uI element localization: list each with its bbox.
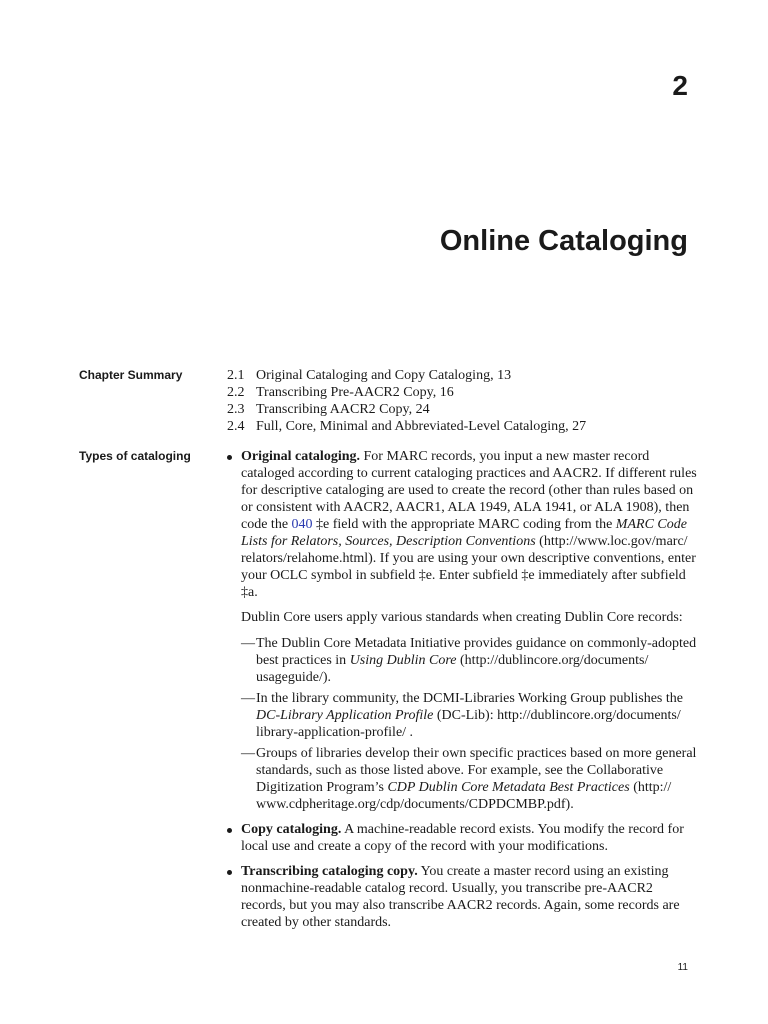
text-line bbox=[241, 821, 689, 838]
italic-title: Using Dublin Core bbox=[349, 653, 457, 668]
text-line: your OCLC symbol in subfield ‡e. Enter subfield ‡e immediately after subfield bbox=[241, 568, 686, 583]
summary-item-text: Transcribing Pre-AACR2 Copy, 16 bbox=[256, 385, 454, 400]
summary-item bbox=[227, 384, 586, 401]
bullet-title: Original cataloging. bbox=[241, 449, 360, 464]
text-line: cataloged according to current cataloging practices and AACR2. If different rules bbox=[241, 466, 697, 481]
summary-item-text: Full, Core, Minimal and Abbreviated-Level Cataloging, 27 bbox=[256, 419, 587, 434]
bullet-transcribing-cataloging-copy bbox=[227, 863, 689, 931]
text-run: ‡e field with the appropriate MARC coding from the bbox=[312, 517, 616, 532]
dash-item-dcmi bbox=[241, 635, 697, 686]
text-run: (DC-Lib): http://dublincore.org/documents/ bbox=[433, 708, 681, 723]
text-line: local use and create a copy of the record with your modifications. bbox=[241, 839, 608, 854]
text-line bbox=[241, 516, 689, 533]
italic-title: DC-Library Application Profile bbox=[256, 708, 434, 723]
dash-item-dc-lib bbox=[241, 690, 689, 741]
text-line: nonmachine-readable catalog record. Usually, you transcribe pre-AACR2 bbox=[241, 881, 653, 896]
text-line bbox=[256, 779, 689, 796]
bullet-dot-icon bbox=[227, 870, 232, 875]
text-line bbox=[256, 707, 689, 724]
text-line bbox=[241, 448, 689, 465]
text-line: or consistent with AACR2, AACR1, ALA 1949, ALA 1941, or ALA 1908), then bbox=[241, 500, 690, 515]
summary-item-number: 2.4 bbox=[227, 419, 245, 434]
text-line: www.cdpheritage.org/cdp/documents/CDPDCMBP.pdf). bbox=[256, 797, 574, 812]
text-line bbox=[241, 863, 689, 880]
summary-item-number: 2.3 bbox=[227, 402, 245, 417]
summary-item bbox=[227, 401, 586, 418]
text-line: for descriptive cataloging are used to create the record (other than rules based on bbox=[241, 483, 694, 498]
text-run: You create a master record using an existing bbox=[417, 864, 669, 879]
chapter-summary-label: Chapter Summary bbox=[79, 368, 183, 382]
italic-title: CDP Dublin Core Metadata Best Practices bbox=[387, 780, 630, 795]
italic-title: MARC Code bbox=[615, 517, 687, 532]
summary-item-number: 2.1 bbox=[227, 368, 245, 383]
dublin-core-intro: Dublin Core users apply various standards when creating Dublin Core records: bbox=[241, 610, 683, 625]
bullet-dot-icon bbox=[227, 455, 232, 460]
em-dash-icon: — bbox=[241, 636, 255, 651]
text-run: A machine-readable record exists. You modify the record for bbox=[341, 822, 684, 837]
text-run: Digitization Program’s bbox=[256, 780, 388, 795]
text-line: standards, such as those listed above. For example, see the Collaborative bbox=[256, 763, 664, 778]
types-of-cataloging-label: Types of cataloging bbox=[79, 449, 191, 463]
em-dash-icon: — bbox=[241, 746, 255, 761]
text-line: ‡a. bbox=[241, 585, 258, 600]
dash-item-cdp bbox=[241, 745, 697, 813]
text-line: Groups of libraries develop their own specific practices based on more general bbox=[256, 746, 697, 761]
text-run: best practices in bbox=[256, 653, 350, 668]
text-line: The Dublin Core Metadata Initiative provides guidance on commonly-adopted bbox=[256, 636, 697, 651]
chapter-summary-list bbox=[227, 367, 586, 435]
bullet-dot-icon bbox=[227, 828, 232, 833]
page-number: 11 bbox=[677, 962, 688, 973]
chapter-title: Online Cataloging bbox=[439, 225, 688, 257]
text-line bbox=[256, 652, 689, 669]
marc-040-link[interactable]: 040 bbox=[291, 517, 313, 532]
text-run: For MARC records, you input a new master record bbox=[360, 449, 650, 464]
text-run: code the bbox=[241, 517, 292, 532]
italic-title: Lists for Relators, Sources, Description Conventions bbox=[241, 534, 536, 549]
text-run: (http:// bbox=[629, 780, 672, 795]
text-line: created by other standards. bbox=[241, 915, 392, 930]
text-line: relators/relahome.html). If you are using your own descriptive conventions, enter bbox=[241, 551, 696, 566]
em-dash-icon: — bbox=[241, 691, 255, 706]
chapter-number: 2 bbox=[672, 70, 688, 101]
summary-item bbox=[227, 367, 586, 384]
text-line: In the library community, the DCMI-Libraries Working Group publishes the bbox=[256, 691, 683, 706]
bullet-title: Transcribing cataloging copy. bbox=[241, 864, 418, 879]
dublin-core-block bbox=[227, 609, 697, 813]
types-of-cataloging-content bbox=[227, 448, 697, 939]
text-run: (http://dublincore.org/documents/ bbox=[456, 653, 649, 668]
summary-item-text: Transcribing AACR2 Copy, 24 bbox=[256, 402, 430, 417]
text-run: (http://www.loc.gov/marc/ bbox=[535, 534, 688, 549]
bullet-copy-cataloging bbox=[227, 821, 689, 855]
text-line bbox=[241, 533, 689, 550]
text-line: records, but you may also transcribe AACR2 records. Again, some records are bbox=[241, 898, 680, 913]
text-line: library-application-profile/ . bbox=[256, 725, 414, 740]
bullet-original-cataloging bbox=[227, 448, 697, 601]
summary-item-number: 2.2 bbox=[227, 385, 245, 400]
text-line: usageguide/). bbox=[256, 670, 332, 685]
summary-item bbox=[227, 418, 586, 435]
bullet-title: Copy cataloging. bbox=[241, 822, 342, 837]
summary-item-text: Original Cataloging and Copy Cataloging, 13 bbox=[256, 368, 512, 383]
